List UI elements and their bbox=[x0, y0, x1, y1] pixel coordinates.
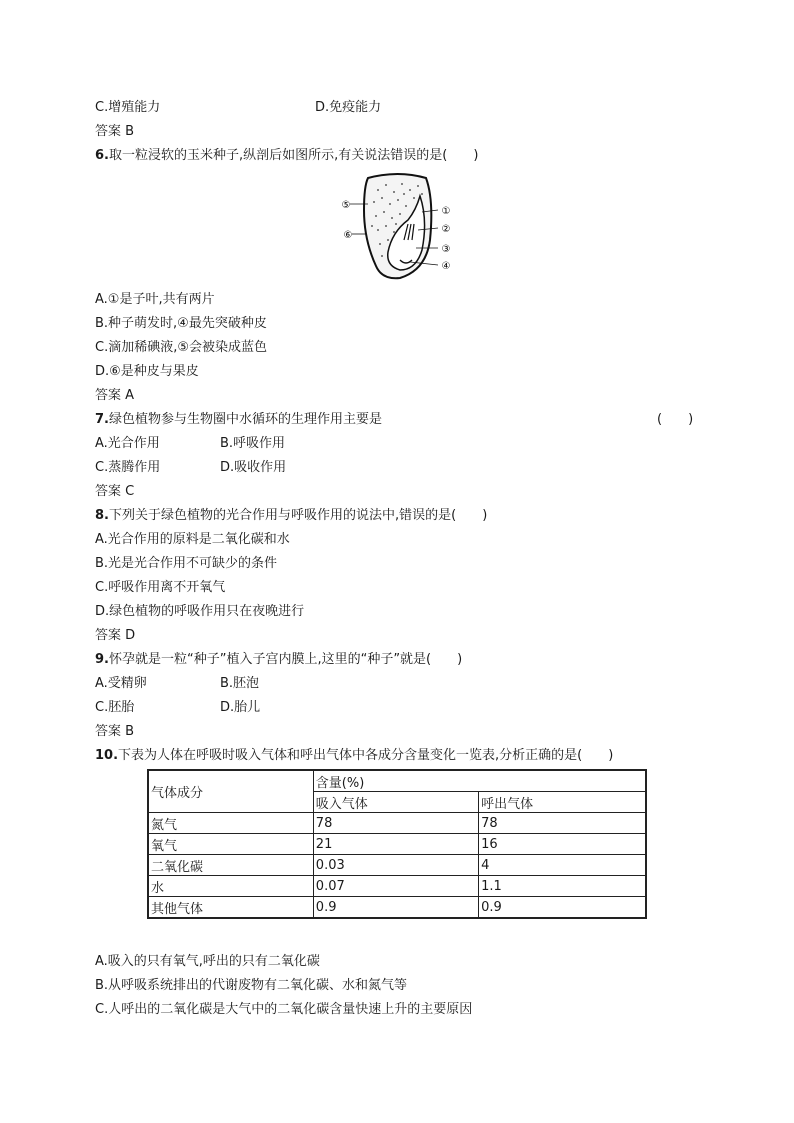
q9-number: 9. bbox=[95, 652, 109, 667]
table-cell: 0.9 bbox=[313, 897, 478, 919]
table-row bbox=[148, 855, 646, 876]
table-cell: 16 bbox=[479, 834, 646, 855]
q8-option-a: A.光合作用的原料是二氧化碳和水 bbox=[95, 532, 290, 547]
q7-option-b: B.呼吸作用 bbox=[220, 436, 286, 451]
label-3: ③ bbox=[441, 244, 451, 255]
table-cell: 水 bbox=[148, 876, 313, 897]
label-5: ⑤ bbox=[341, 200, 351, 211]
q6-stem-line bbox=[95, 147, 478, 165]
q10-option-b: B.从呼吸系统排出的代谢废物有二氧化碳、水和氮气等 bbox=[95, 978, 408, 993]
q8-option-c: C.呼吸作用离不开氧气 bbox=[95, 580, 226, 595]
q5-answer: 答案 B bbox=[95, 124, 135, 139]
q5-options-cd bbox=[95, 99, 382, 117]
table-cell: 21 bbox=[313, 834, 478, 855]
table-cell: 1.1 bbox=[479, 876, 646, 897]
q6-option-d: D.⑥是种皮与果皮 bbox=[95, 364, 199, 379]
table-cell: 0.03 bbox=[313, 855, 478, 876]
corn-seed-figure bbox=[338, 170, 458, 282]
table-cell: 二氧化碳 bbox=[148, 855, 313, 876]
q8-stem-line bbox=[95, 507, 487, 525]
q6-answer: 答案 A bbox=[95, 388, 135, 403]
q7-stem: 绿色植物参与生物圈中水循环的生理作用主要是 bbox=[108, 412, 382, 427]
table-cell: 78 bbox=[479, 813, 646, 834]
label-4: ④ bbox=[441, 261, 451, 272]
q7-option-d: D.吸收作用 bbox=[220, 460, 287, 475]
q9-stem: 怀孕就是一粒“种子”植入子宫内膜上,这里的“种子”就是( ) bbox=[108, 652, 463, 667]
label-1: ① bbox=[441, 206, 451, 217]
q9-option-d: D.胎儿 bbox=[220, 700, 261, 715]
label-6: ⑥ bbox=[343, 230, 353, 241]
q5-option-d: D.免疫能力 bbox=[315, 100, 382, 115]
q8-option-d: D.绿色植物的呼吸作用只在夜晚进行 bbox=[95, 604, 305, 619]
q9-options-cd bbox=[95, 699, 261, 717]
q8-number: 8. bbox=[95, 508, 109, 523]
q9-option-a: A.受精卵 bbox=[95, 676, 147, 691]
q7-option-c: C.蒸腾作用 bbox=[95, 460, 161, 475]
q6-option-b: B.种子萌发时,④最先突破种皮 bbox=[95, 316, 267, 331]
table-row bbox=[148, 876, 646, 897]
q8-option-b: B.光是光合作用不可缺少的条件 bbox=[95, 556, 278, 571]
q10-stem: 下表为人体在呼吸时吸入气体和呼出气体中各成分含量变化一览表,分析正确的是( ) bbox=[118, 748, 614, 763]
q8-answer: 答案 D bbox=[95, 628, 136, 643]
q9-options-ab bbox=[95, 675, 260, 693]
q9-answer: 答案 B bbox=[95, 724, 135, 739]
table-cell: 其他气体 bbox=[148, 897, 313, 919]
q7-answer: 答案 C bbox=[95, 484, 135, 499]
table-cell: 78 bbox=[313, 813, 478, 834]
q6-option-a: A.①是子叶,共有两片 bbox=[95, 292, 215, 307]
q9-stem-line bbox=[95, 651, 462, 669]
table-header-inhaled: 吸入气体 bbox=[313, 792, 478, 813]
table-header-content: 含量(%) bbox=[313, 770, 646, 792]
table-cell: 0.07 bbox=[313, 876, 478, 897]
table-cell: 0.9 bbox=[479, 897, 646, 919]
table-header-exhaled: 呼出气体 bbox=[479, 792, 646, 813]
table-cell: 4 bbox=[479, 855, 646, 876]
q6-stem: 取一粒浸软的玉米种子,纵剖后如图所示,有关说法错误的是( ) bbox=[108, 148, 479, 163]
table-row bbox=[148, 897, 646, 919]
q6-option-c: C.滴加稀碘液,⑤会被染成蓝色 bbox=[95, 340, 267, 355]
q7-paren: ( ) bbox=[657, 412, 694, 427]
q8-stem: 下列关于绿色植物的光合作用与呼吸作用的说法中,错误的是( ) bbox=[108, 508, 488, 523]
gas-composition-table bbox=[147, 769, 647, 919]
table-row bbox=[148, 813, 646, 834]
q10-stem-line bbox=[95, 747, 613, 765]
q7-stem-line bbox=[95, 411, 715, 429]
table-header-component: 气体成分 bbox=[148, 770, 313, 813]
q6-number: 6. bbox=[95, 148, 109, 163]
q7-options-cd bbox=[95, 459, 287, 477]
q10-option-c: C.人呼出的二氧化碳是大气中的二氧化碳含量快速上升的主要原因 bbox=[95, 1002, 473, 1017]
q10-option-a: A.吸入的只有氧气,呼出的只有二氧化碳 bbox=[95, 954, 320, 969]
q5-option-c: C.增殖能力 bbox=[95, 100, 161, 115]
q9-option-b: B.胚泡 bbox=[220, 676, 260, 691]
table-row bbox=[148, 834, 646, 855]
q7-number: 7. bbox=[95, 412, 109, 427]
q10-number: 10. bbox=[95, 748, 119, 763]
table-cell: 氧气 bbox=[148, 834, 313, 855]
q9-option-c: C.胚胎 bbox=[95, 700, 135, 715]
label-2: ② bbox=[441, 224, 451, 235]
q7-option-a: A.光合作用 bbox=[95, 436, 160, 451]
table-cell: 氮气 bbox=[148, 813, 313, 834]
q7-options-ab bbox=[95, 435, 286, 453]
